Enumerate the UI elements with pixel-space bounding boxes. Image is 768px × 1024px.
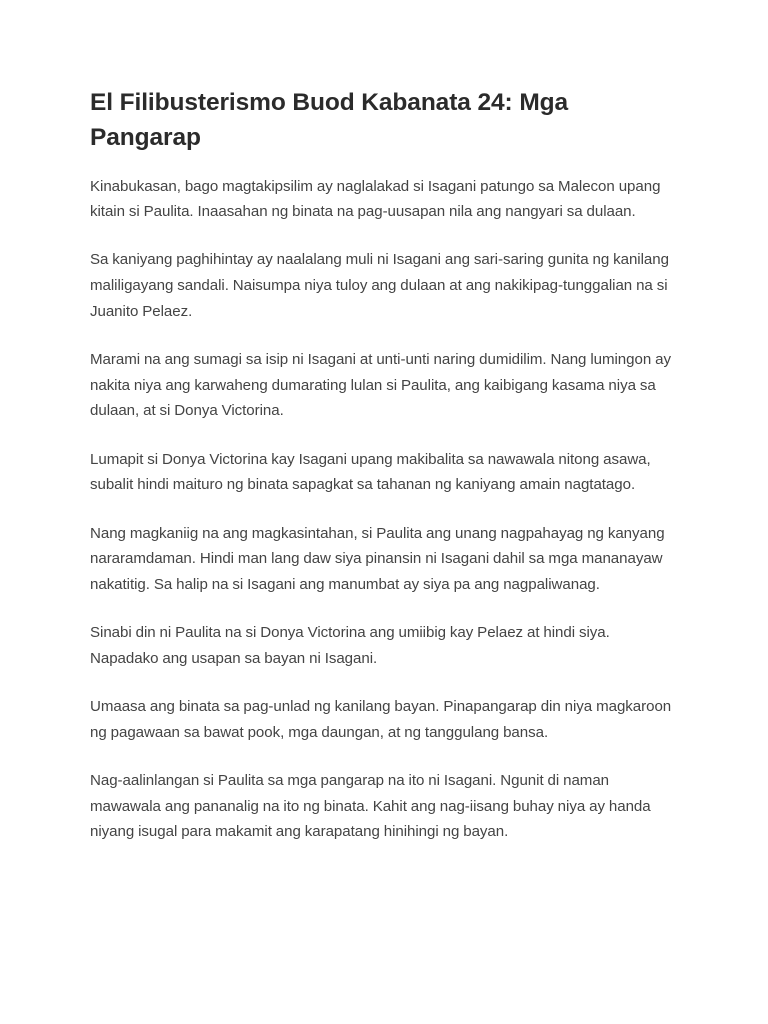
page-title: El Filibusterismo Buod Kabanata 24: Mga Pangarap xyxy=(90,89,569,151)
body-paragraph: Nang magkaniig na ang magkasintahan, si Paulita ang unang nagpahayag ng kanyang nararamdaman. Hindi man lang daw siya pinansin ni Isagani dahil sa mga mananayaw nakatitig. Sa halip na si Isagani ang manumbat ay siya pa ang nagpaliwanag. xyxy=(90,524,665,593)
body-paragraph: Nag-aalinlangan si Paulita sa mga pangarap na ito ni Isagani. Ngunit di naman mawawala ang pananalig na ito ng binata. Kahit ang nag-iisang buhay niya ay handa niyang isugal para makamit ang karapatang hinihingi ng bayan. xyxy=(90,772,651,841)
body-paragraph: Sa kaniyang paghihintay ay naalalang muli ni Isagani ang sari-saring gunita ng kanilang maliligayang sandali. Naisumpa niya tuloy ang dulaan at ang nakikipag-tunggalian na si Juanito Pelaez. xyxy=(90,251,669,320)
body-paragraph: Marami na ang sumagi sa isip ni Isagani at unti-unti naring dumidilim. Nang lumingon ay nakita niya ang karwaheng dumarating lulan si Paulita, ang kaibigang kasama niya sa dulaan, at si Donya Victorina. xyxy=(90,351,671,420)
document-content xyxy=(90,86,680,845)
body-paragraph: Lumapit si Donya Victorina kay Isagani upang makibalita sa nawawala nitong asawa, subalit hindi maituro ng binata sapagkat sa tahanan ng kaniyang amain nagtatago. xyxy=(90,450,651,494)
body-paragraph: Sinabi din ni Paulita na si Donya Victorina ang umiibig kay Pelaez at hindi siya. Napadako ang usapan sa bayan ni Isagani. xyxy=(90,624,610,667)
body-paragraph: Umaasa ang binata sa pag-unlad ng kanilang bayan. Pinapangarap din niya magkaroon ng pagawaan sa bawat pook, mga daungan, at ng tanggulang bansa. xyxy=(90,698,672,741)
body-paragraph: Kinabukasan, bago magtakipsilim ay naglalakad si Isagani patungo sa Malecon upang kitain si Paulita. Inaasahan ng binata na pag-uusapan nila ang nangyari sa dulaan. xyxy=(90,177,661,221)
